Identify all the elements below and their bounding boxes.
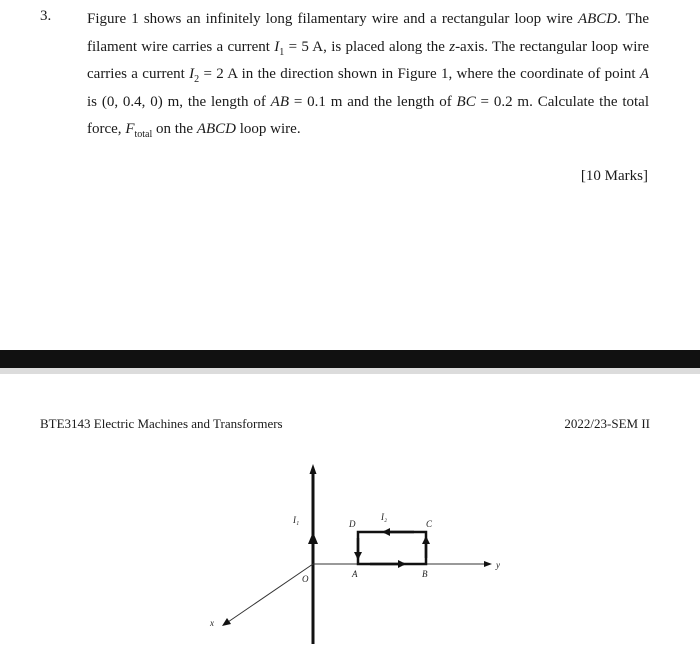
segment-bc-symbol: BC [456,93,476,110]
text-s2: . The filament wire carries a current [87,11,649,55]
x-axis-line [228,564,313,622]
loop-name: ABCD [577,11,618,27]
current-i1-value: = 5 A, is placed along the [284,38,450,55]
segment-ab-symbol: AB [270,93,289,110]
text-intro: Figure 1 shows an infinitely long filamentary wire and a rectangular loop wire [87,11,578,27]
question-text [87,6,649,144]
current-i2-symbol: I [189,66,195,82]
course-title: BTE3143 Electric Machines and Transformers [40,416,283,431]
force-symbol: F [125,121,135,137]
current-i1-symbol: I [274,38,280,55]
current-i1-subscript: 1 [279,46,285,58]
force-subscript: total [134,129,153,140]
label-b: B [422,569,428,579]
y-axis-arrowhead [484,561,492,567]
text-s8: loop wire. [236,121,301,137]
loop-name-2: ABCD [196,121,237,137]
current-i2-value: = 2 A in the direction shown in Figure 1, where the coordinate of point [199,66,640,82]
filament-current-arrow [308,532,318,544]
label-x: x [210,618,214,628]
point-a-symbol: A [639,66,649,82]
question-number: 3. [40,8,52,24]
page-separator-band [0,350,700,368]
label-origin: O [302,574,309,584]
x-axis-arrowhead [222,618,231,626]
label-c: C [426,519,433,529]
page-separator-shadow [0,368,700,374]
text-s4: is (0, 0.4, 0) m, the length of [87,93,271,110]
text-s6: = 0.2 m. Calculate the total force, [87,93,649,137]
marks-label: [10 Marks] [580,168,648,184]
label-i2: I₂ [381,512,388,522]
text-s7: on the [152,121,197,137]
label-y: y [496,560,500,570]
text-s5: = 0.1 m and the length of [289,93,457,110]
label-a: A [352,569,358,579]
z-axis-arrowhead [310,464,317,474]
z-axis-symbol: z [449,38,456,55]
label-d: D [349,519,356,529]
current-i2-subscript: 2 [194,74,200,85]
text-s3: -axis. The rectangular loop wire carries a current [87,38,650,82]
label-i1: I₁ [293,515,300,525]
figure-1 [200,458,520,654]
session-label: 2022/23-SEM II [564,416,650,431]
loop-abcd [358,532,426,564]
